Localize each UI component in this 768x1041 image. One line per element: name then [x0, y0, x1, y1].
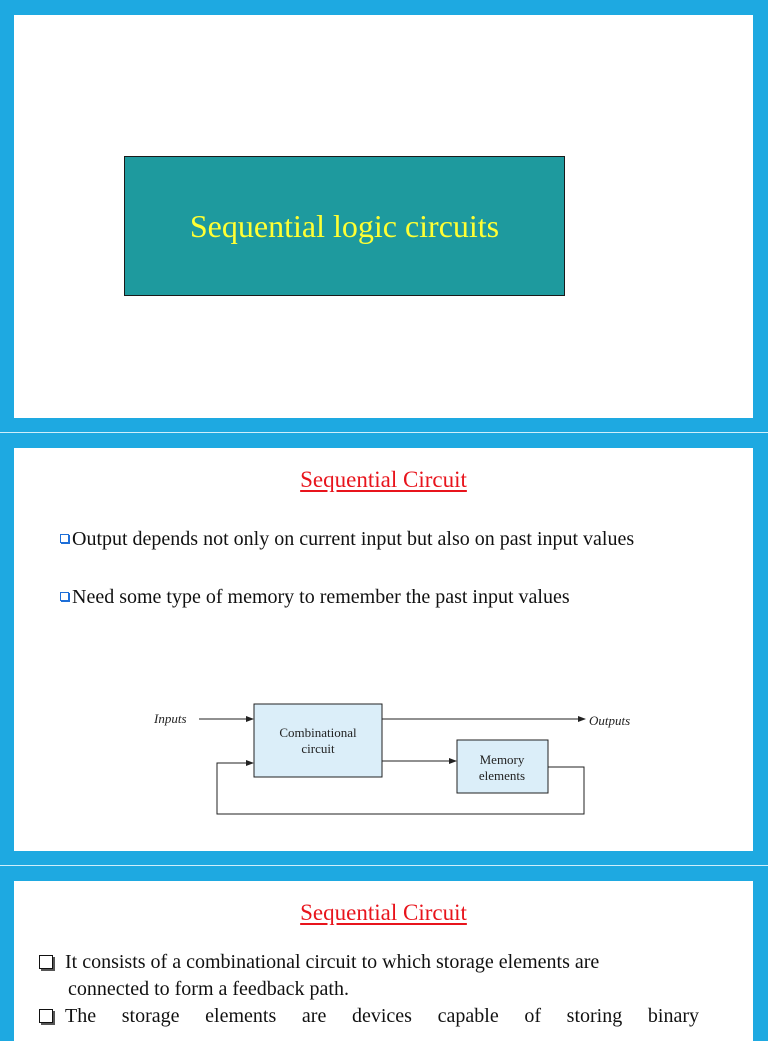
combinational-label-line1: Combinational — [279, 725, 357, 740]
bullet-text: Output depends not only on current input but also on past input values — [72, 528, 635, 550]
bullet-text-line2: connected to form a feedback path. — [68, 978, 349, 1000]
bullet-paragraph — [39, 949, 699, 1003]
memory-label-line1: Memory — [479, 752, 525, 767]
bullet-line — [39, 1003, 699, 1030]
slide-title[interactable] — [14, 15, 753, 418]
title-box — [124, 156, 565, 296]
square-bullet-icon — [39, 955, 53, 969]
bullet-text-line1: The storage elements are devices capable of storing binary — [65, 1005, 699, 1027]
memory-label-line2: elements — [478, 768, 526, 783]
square-bullet-icon — [39, 1009, 53, 1023]
slide-title-text: Sequential logic circuits — [189, 207, 500, 244]
slide-sequential-circuit-2[interactable] — [14, 881, 753, 1041]
slide-heading: Sequential Circuit — [300, 900, 467, 925]
bullet-text-line1: It consists of a combinational circuit to which storage elements are — [65, 951, 600, 973]
slide-separator — [0, 865, 768, 866]
slide-separator — [0, 432, 768, 433]
bullet-paragraph — [39, 1003, 699, 1030]
inputs-label: Inputs — [154, 711, 187, 726]
outputs-label: Outputs — [589, 713, 631, 728]
sequential-circuit-diagram — [14, 448, 753, 851]
slide-heading: Sequential Circuit — [300, 467, 467, 492]
bullet-text: Need some type of memory to remember the past input values — [72, 586, 570, 608]
combinational-label-line2: circuit — [301, 741, 335, 756]
slide-sequential-circuit[interactable] — [14, 448, 753, 851]
